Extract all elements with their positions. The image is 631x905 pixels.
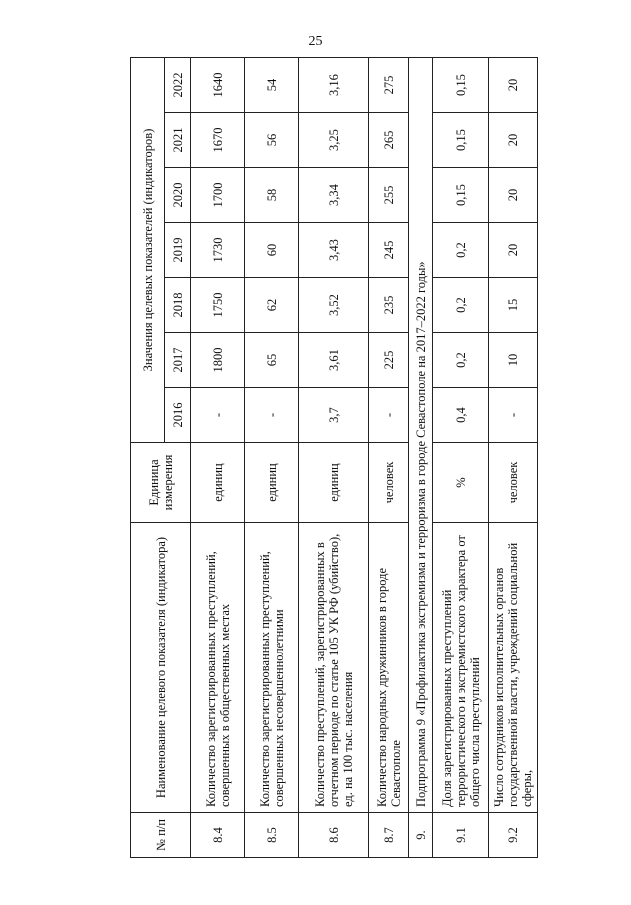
row-name: Количество зарегистрированных преступлений, совершенных несовершеннолетними <box>245 523 299 813</box>
row-value: 3,16 <box>299 58 369 113</box>
row-unit: человек <box>369 443 409 523</box>
row-num: 8.5 <box>245 813 299 858</box>
row-value: 265 <box>369 113 409 168</box>
row-name: Количество народных дружинников в городе Севастополе <box>369 523 409 813</box>
row-value: 275 <box>369 58 409 113</box>
row-unit: единиц <box>299 443 369 523</box>
row-num: 8.7 <box>369 813 409 858</box>
row-value: 1730 <box>191 223 245 278</box>
row-value: 0,2 <box>433 278 489 333</box>
subprogram-row <box>409 58 433 858</box>
row-value: 20 <box>489 113 538 168</box>
row-name: Число сотрудников исполнительных органов государственной власти, учреждений социальной сферы, <box>489 523 538 813</box>
header-year: 2020 <box>165 168 191 223</box>
row-value: 20 <box>489 223 538 278</box>
row-value: 0,4 <box>433 388 489 443</box>
header-year: 2017 <box>165 333 191 388</box>
row-value: 235 <box>369 278 409 333</box>
row-value: 65 <box>245 333 299 388</box>
row-name: Количество зарегистрированных преступлений, совершенных в общественных местах <box>191 523 245 813</box>
row-value: 3,61 <box>299 333 369 388</box>
row-value: 20 <box>489 58 538 113</box>
subprogram-title: Подпрограмма 9 «Профилактика экстремизма и терроризма в городе Севастополе на 2017–2022 годы» <box>409 58 433 813</box>
row-unit: % <box>433 443 489 523</box>
header-year: 2016 <box>165 388 191 443</box>
row-value: 58 <box>245 168 299 223</box>
row-value: 56 <box>245 113 299 168</box>
row-value: 0,2 <box>433 333 489 388</box>
row-value: 3,52 <box>299 278 369 333</box>
row-value: 20 <box>489 168 538 223</box>
row-value: 1750 <box>191 278 245 333</box>
row-value: 255 <box>369 168 409 223</box>
row-unit: единиц <box>245 443 299 523</box>
row-value: 3,34 <box>299 168 369 223</box>
row-num: 8.6 <box>299 813 369 858</box>
header-year: 2021 <box>165 113 191 168</box>
header-row-1 <box>131 58 165 858</box>
row-value: 1800 <box>191 333 245 388</box>
header-year: 2019 <box>165 223 191 278</box>
row-value: - <box>191 388 245 443</box>
header-values-group: Значения целевых показателей (индикаторов) <box>131 58 165 443</box>
row-value: 1640 <box>191 58 245 113</box>
row-num: 9.1 <box>433 813 489 858</box>
row-value: 62 <box>245 278 299 333</box>
row-value: - <box>489 388 538 443</box>
subprogram-num: 9. <box>409 813 433 858</box>
row-value: 15 <box>489 278 538 333</box>
header-year: 2022 <box>165 58 191 113</box>
row-value: 1670 <box>191 113 245 168</box>
row-num: 8.4 <box>191 813 245 858</box>
table-row <box>369 58 409 858</box>
row-value: 10 <box>489 333 538 388</box>
row-name: Количество преступлений, зарегистрированных в отчетном периоде по статье 105 УК РФ (убийство), ед. на 100 тыс. населения <box>299 523 369 813</box>
row-value: 245 <box>369 223 409 278</box>
row-value: 0,15 <box>433 113 489 168</box>
row-value: 0,15 <box>433 58 489 113</box>
row-value: 1700 <box>191 168 245 223</box>
row-value: 60 <box>245 223 299 278</box>
row-value: 225 <box>369 333 409 388</box>
header-name: Наименование целевого показателя (индикатора) <box>131 523 191 813</box>
table-row <box>191 58 245 858</box>
row-value: - <box>369 388 409 443</box>
table-row <box>245 58 299 858</box>
header-num: № п/п <box>131 813 191 858</box>
row-value: 3,7 <box>299 388 369 443</box>
row-unit: единиц <box>191 443 245 523</box>
header-year: 2018 <box>165 278 191 333</box>
table-row <box>489 58 538 858</box>
header-unit: Единица измерения <box>131 443 191 523</box>
page-number: 25 <box>308 34 323 49</box>
row-unit: человек <box>489 443 538 523</box>
row-value: 0,15 <box>433 168 489 223</box>
table-row <box>433 58 489 858</box>
row-num: 9.2 <box>489 813 538 858</box>
row-value: 3,43 <box>299 223 369 278</box>
row-value: 3,25 <box>299 113 369 168</box>
row-value: - <box>245 388 299 443</box>
indicators-table <box>130 57 538 858</box>
table-row <box>299 58 369 858</box>
row-name: Доля зарегистрированных преступлений террористического и экстремистского характера от общего числа преступлений <box>433 523 489 813</box>
rotated-table-wrapper <box>130 58 534 858</box>
row-value: 0,2 <box>433 223 489 278</box>
row-value: 54 <box>245 58 299 113</box>
